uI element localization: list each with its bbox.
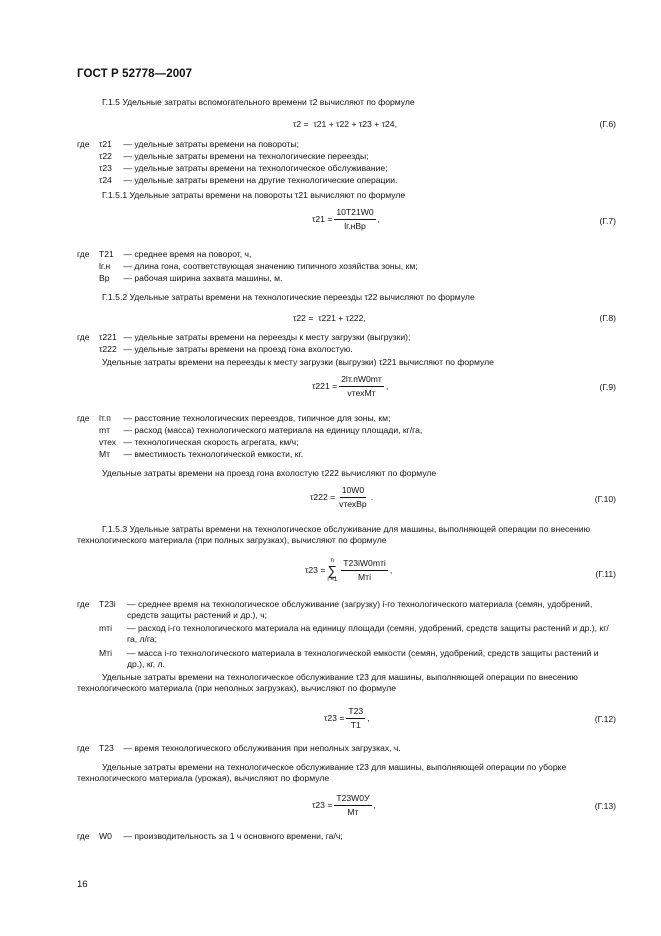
definition-text: — расстояние технологических переездов, типичное для зоны, км; (123, 413, 391, 423)
definitions-block-6 (77, 743, 622, 755)
symbol: τ222 (99, 344, 117, 355)
denominator: T1 (350, 719, 361, 730)
definition-row (77, 425, 622, 436)
symbol: lг.н (99, 261, 111, 272)
paragraph-text: Удельные затраты времени на переезды к месту загрузки (выгрузки) τ221 вычисляют по формуле (102, 357, 494, 367)
denominator: Mтi (358, 572, 372, 582)
denominator: lг.нBр (344, 220, 366, 231)
equation-number: (Г.12) (594, 714, 616, 724)
definition-row (77, 437, 622, 448)
paragraph-harvest (77, 762, 625, 783)
symbol: Mтi (99, 647, 113, 658)
definition-row (77, 599, 622, 620)
paragraph-text: Удельные затраты времени на технологическое обслуживание для машины, выполняющей операции по внесению технологического материала (при полных загрузках), вычисляют по формуле (77, 524, 591, 545)
formula-g7 (312, 207, 380, 231)
symbol: Mт (99, 449, 111, 460)
equation-number: (Г.9) (599, 382, 616, 392)
formula-g13 (312, 793, 376, 817)
definition-text: — удельные затраты времени на другие технологические операции. (123, 175, 398, 186)
definition-text: — удельные затраты времени на технологические переезды; (123, 151, 369, 162)
symbol: τ221 (99, 332, 117, 342)
paragraph-relocation (77, 357, 617, 368)
symbol: W0 (99, 831, 112, 841)
definitions-block-4 (77, 413, 622, 461)
definition-text: — технологическая скорость агрегата, км/ч; (123, 437, 299, 448)
section-label: Г.1.5.3 (102, 524, 128, 534)
definition-row (77, 413, 622, 424)
fraction (334, 793, 371, 817)
formula-g11 (305, 558, 392, 583)
formula-tail: , (377, 213, 381, 224)
fraction (341, 558, 388, 582)
numerator: T23W0У (334, 793, 371, 806)
where-label: где (77, 139, 90, 149)
paragraph-text: Удельные затраты времени на проезд гона вхолостую τ222 вычисляют по формуле (102, 468, 437, 478)
definition-row (77, 261, 622, 272)
fraction (346, 706, 365, 730)
formula-lhs: τ222 = (310, 491, 336, 502)
paragraph-g-1-5-3 (77, 524, 625, 545)
definition-text: — время технологического обслуживания при неполных загрузках, ч. (123, 743, 401, 753)
denominator: vтехBр (339, 498, 367, 509)
denominator: vтехMт (347, 387, 376, 398)
definition-row (77, 344, 622, 355)
page-number: 16 (77, 879, 88, 890)
formula-lhs: τ23 = (324, 712, 345, 723)
definition-row (77, 449, 622, 460)
formula-tail: , (389, 565, 393, 576)
paragraph-text: Удельные затраты времени на повороты τ21 вычисляют по формуле (129, 190, 406, 200)
definition-row (77, 831, 622, 842)
formula-tail: , (385, 380, 389, 391)
definition-text: — среднее время на поворот, ч, (123, 249, 252, 259)
definition-text: — длина гона, соответствующая значению типичного хозяйства зоны, км; (123, 261, 418, 272)
numerator: 10T21W0 (334, 207, 375, 220)
numerator: 10W0 (340, 485, 366, 498)
formula-g6 (293, 119, 397, 130)
definition-row (77, 139, 622, 150)
equation-number: (Г.6) (599, 119, 616, 129)
equation-number: (Г.11) (595, 569, 616, 579)
formula-lhs: τ2 = (293, 119, 309, 129)
symbol: mт (99, 425, 111, 436)
formula-lhs: τ221 = (312, 380, 338, 391)
definition-text: — среднее время на технологическое обслуживание (загрузку) i-го технологического материала (семян, удобрений, средств защиты растений и др.), ч; (127, 599, 593, 620)
definition-row (77, 332, 622, 343)
definitions-block-1 (77, 139, 622, 187)
numerator: T23iW0mтi (341, 558, 388, 571)
formula-rhs: τ221 + τ222, (318, 313, 366, 323)
definition-text: — удельные затраты времени на переезды к месту загрузки (выгрузки); (123, 332, 411, 342)
paragraph-g-1-5 (77, 97, 617, 108)
definition-text: — расход i-го технологического материала на единицу площади (семян, удобрений, средств защиты растений и др.), кг/га, л/га; (127, 623, 609, 645)
definition-row (77, 273, 622, 284)
sum-operator: n ∑ i =1 (327, 558, 338, 583)
formula-g8 (293, 313, 366, 324)
paragraph-g-1-5-1 (77, 190, 617, 201)
section-label: Г.1.5.1 (102, 190, 128, 200)
symbol: τ24 (99, 175, 112, 186)
definition-text: — расход (масса) технологического материала на единицу площади, кг/га, (123, 425, 423, 436)
where-label: где (77, 599, 90, 609)
document-header: ГОСТ Р 52778—2007 (77, 68, 193, 80)
definition-row (77, 175, 622, 186)
formula-lhs: τ21 = (312, 213, 333, 224)
symbol: τ21 (99, 139, 112, 149)
section-label: Г.1.5 (102, 97, 120, 107)
symbol: vтех (99, 437, 117, 448)
definition-text: — вместимость технологической емкости, кг. (123, 449, 303, 460)
where-label: где (77, 249, 90, 259)
symbol: Bр (99, 273, 110, 284)
where-label: где (77, 743, 90, 753)
section-label: Г.1.5.2 (102, 292, 128, 302)
definition-text: — производительность за 1 ч основного времени, га/ч; (123, 831, 343, 841)
symbol: mтi (99, 623, 113, 634)
definition-row (77, 648, 622, 669)
definition-row (77, 151, 622, 162)
equation-number: (Г.7) (599, 216, 616, 226)
equation-number: (Г.8) (599, 313, 616, 323)
definition-row (77, 163, 622, 174)
symbol: T21 (99, 249, 114, 259)
numerator: 2lт.пW0mт (339, 374, 384, 387)
definition-text: — удельные затраты времени на повороты; (123, 139, 300, 149)
formula-lhs: τ23 = (312, 799, 333, 810)
definition-row (77, 249, 622, 260)
where-label: где (77, 332, 90, 342)
definition-text: — удельные затраты времени на проезд гона вхолостую. (123, 344, 353, 355)
paragraph-text: Удельные затраты вспомогательного времени τ2 вычисляют по формуле (122, 97, 415, 107)
definitions-block-5 (77, 599, 622, 669)
fraction (339, 374, 384, 398)
where-label: где (77, 413, 90, 423)
sum-upper: n (330, 558, 334, 564)
formula-tail: , (367, 712, 370, 723)
formula-g9 (312, 374, 388, 398)
fraction (337, 485, 369, 509)
definition-text: — рабочая ширина захвата машины, м. (123, 273, 283, 284)
formula-g10 (310, 485, 373, 509)
paragraph-text: Удельные затраты времени на технологическое обслуживание τ23 для машины, выполняющей операции по внесению технологического материала (при неполных загрузках), вычисляют по формуле (77, 672, 578, 693)
fraction (334, 207, 375, 231)
equation-number: (Г.13) (594, 801, 616, 811)
symbol: lт.п (99, 413, 111, 423)
definitions-block-3 (77, 332, 622, 356)
numerator: T23 (346, 706, 365, 719)
formula-lhs: τ22 = (293, 313, 314, 323)
paragraph-idle-pass (77, 468, 617, 479)
definitions-block-7 (77, 831, 622, 843)
formula-lhs: τ23 = (305, 565, 326, 576)
paragraph-g-1-5-2 (77, 292, 617, 303)
paragraph-text: Удельные затраты времени на технологические переезды τ22 вычисляют по формуле (129, 292, 475, 302)
formula-tail: . (370, 491, 374, 502)
definition-row (77, 743, 622, 754)
denominator: Mт (347, 806, 359, 817)
definition-text: — удельные затраты времени на технологическое обслуживание; (123, 163, 388, 174)
paragraph-partial-loads (77, 672, 625, 693)
formula-rhs: τ21 + τ22 + τ23 + τ24, (313, 119, 397, 129)
formula-tail: , (373, 799, 376, 810)
definitions-block-2 (77, 249, 622, 285)
where-label: где (77, 831, 90, 841)
equation-number: (Г.10) (594, 494, 616, 504)
formula-g12 (324, 706, 370, 730)
symbol: T23 (99, 743, 114, 753)
symbol: τ23 (99, 163, 112, 174)
definition-row (77, 623, 622, 644)
symbol: τ22 (99, 151, 112, 162)
paragraph-text: Удельные затраты времени на технологическое обслуживание τ23 для машины, выполняющей операции по уборке технологического материала (урожая), вычисляют по формуле (77, 762, 567, 783)
symbol: T23i (99, 599, 116, 609)
definition-text: — масса i-го технологического материала в технологической емкости (семян, удобрений, средств защиты растений и др.), кг, л. (127, 647, 599, 669)
sum-lower: i =1 (327, 577, 338, 583)
